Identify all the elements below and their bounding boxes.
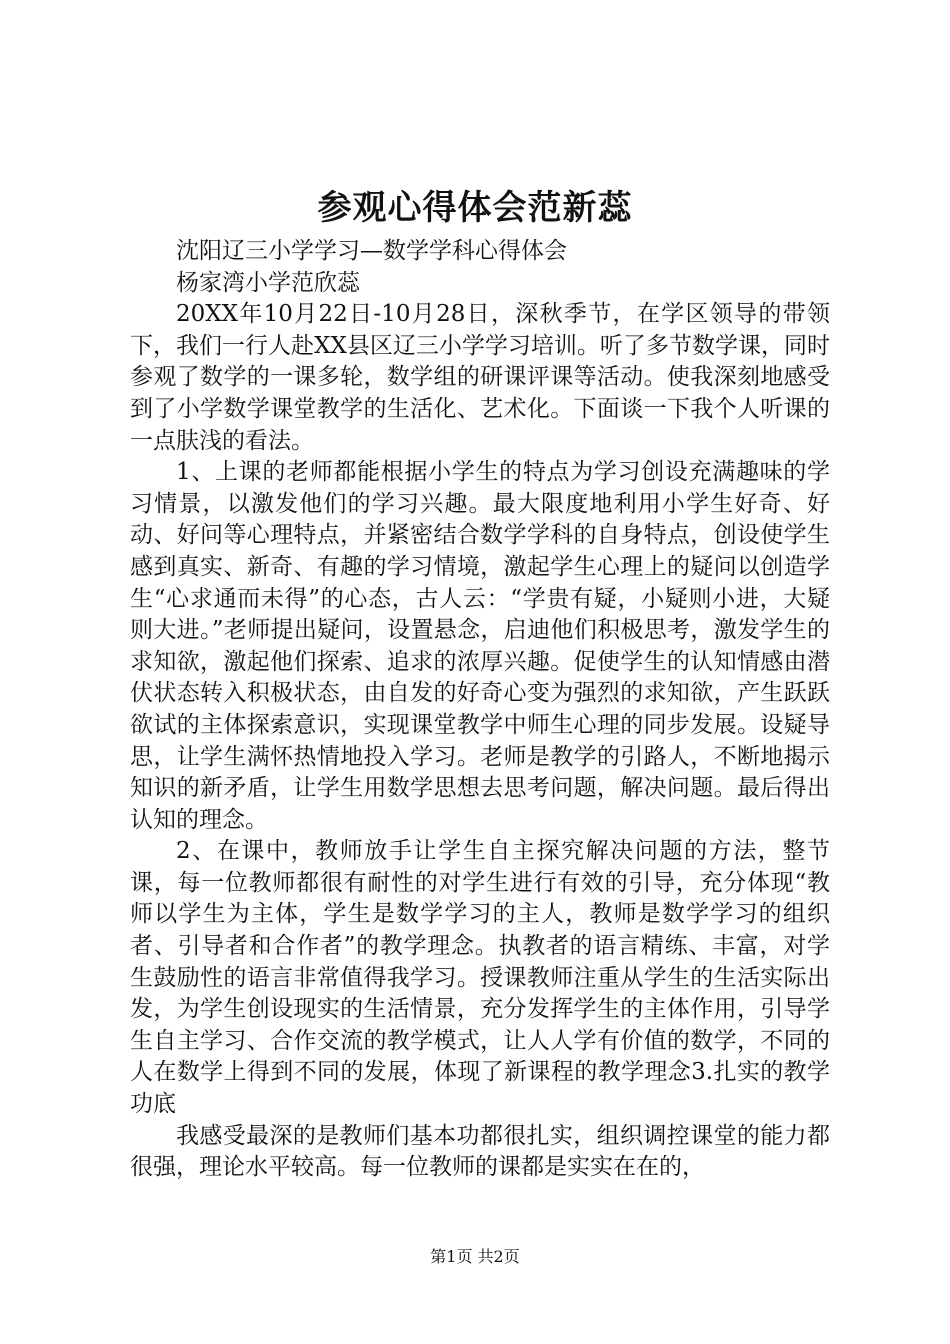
paragraph-point-2: 2、在课中，教师放手让学生自主探究解决问题的方法，整节课，每一位教师都很有耐性的对学生进行有效的引导，充分体现“教师以学生为主体，学生是数学学习的主人，教师是数学学习的组织者、引导者和合作者”的教学理念。执教者的语言精练、丰富，对学生鼓励性的语言非常值得我学习。授课教师注重从学生的生活实际出发，为学生创设现实的生活情景，充分发挥学生的主体作用，引导学生自主学习、合作交流的教学模式，让人人学有价值的数学，不同的人在数学上得到不同的发展，体现了新课程的教学理念3.扎实的教学功底 (130, 838, 830, 1118)
paragraph-subtitle: 沈阳辽三小学学习—数学学科心得体会 (176, 238, 567, 264)
document-body (130, 236, 830, 1184)
page-footer: 第1页 共2页 (430, 1247, 520, 1266)
paragraph-point-1: 1、上课的老师都能根据小学生的特点为学习创设充满趣味的学习情景，以激发他们的学习兴趣。最大限度地利用小学生好奇、好动、好问等心理特点，并紧密结合数学学科的自身特点，创设使学生感到真实、新奇、有趣的学习情境，激起学生心理上的疑问以创造学生“心求通而未得”的心态，古人云：“学贵有疑，小疑则小进，大疑则大进。”老师提出疑问，设置悬念，启迪他们积极思考，激发学生的求知欲，激起他们探索、追求的浓厚兴趣。促使学生的认知情感由潜伏状态转入积极状态，由自发的好奇心变为强烈的求知欲，产生跃跃欲试的主体探索意识，实现课堂教学中师生心理的同步发展。设疑导思，让学生满怀热情地投入学习。老师是教学的引路人，不断地揭示知识的新矛盾，让学生用数学思想去思考问题，解决问题。最后得出认知的理念。 (130, 459, 830, 833)
document-title: 参观心得体会范新蕊 (317, 188, 633, 228)
paragraph-author: 杨家湾小学范欣蕊 (176, 269, 360, 296)
paragraph-intro: 20XX年10月22日-10月28日，深秋季节，在学区领导的带领下，我们一行人赴XX县区辽三小学学习培训。听了多节数学课，同时参观了数学的一课多轮，数学组的研课评课等活动。使我深刻地感受到了小学数学课堂教学的生活化、艺术化。下面谈一下我个人听课的一点肤浅的看法。 (130, 301, 830, 454)
paragraph-point-3: 我感受最深的是教师们基本功都很扎实，组织调控课堂的能力都很强，理论水平较高。每一位教师的课都是实实在在的， (130, 1122, 830, 1181)
